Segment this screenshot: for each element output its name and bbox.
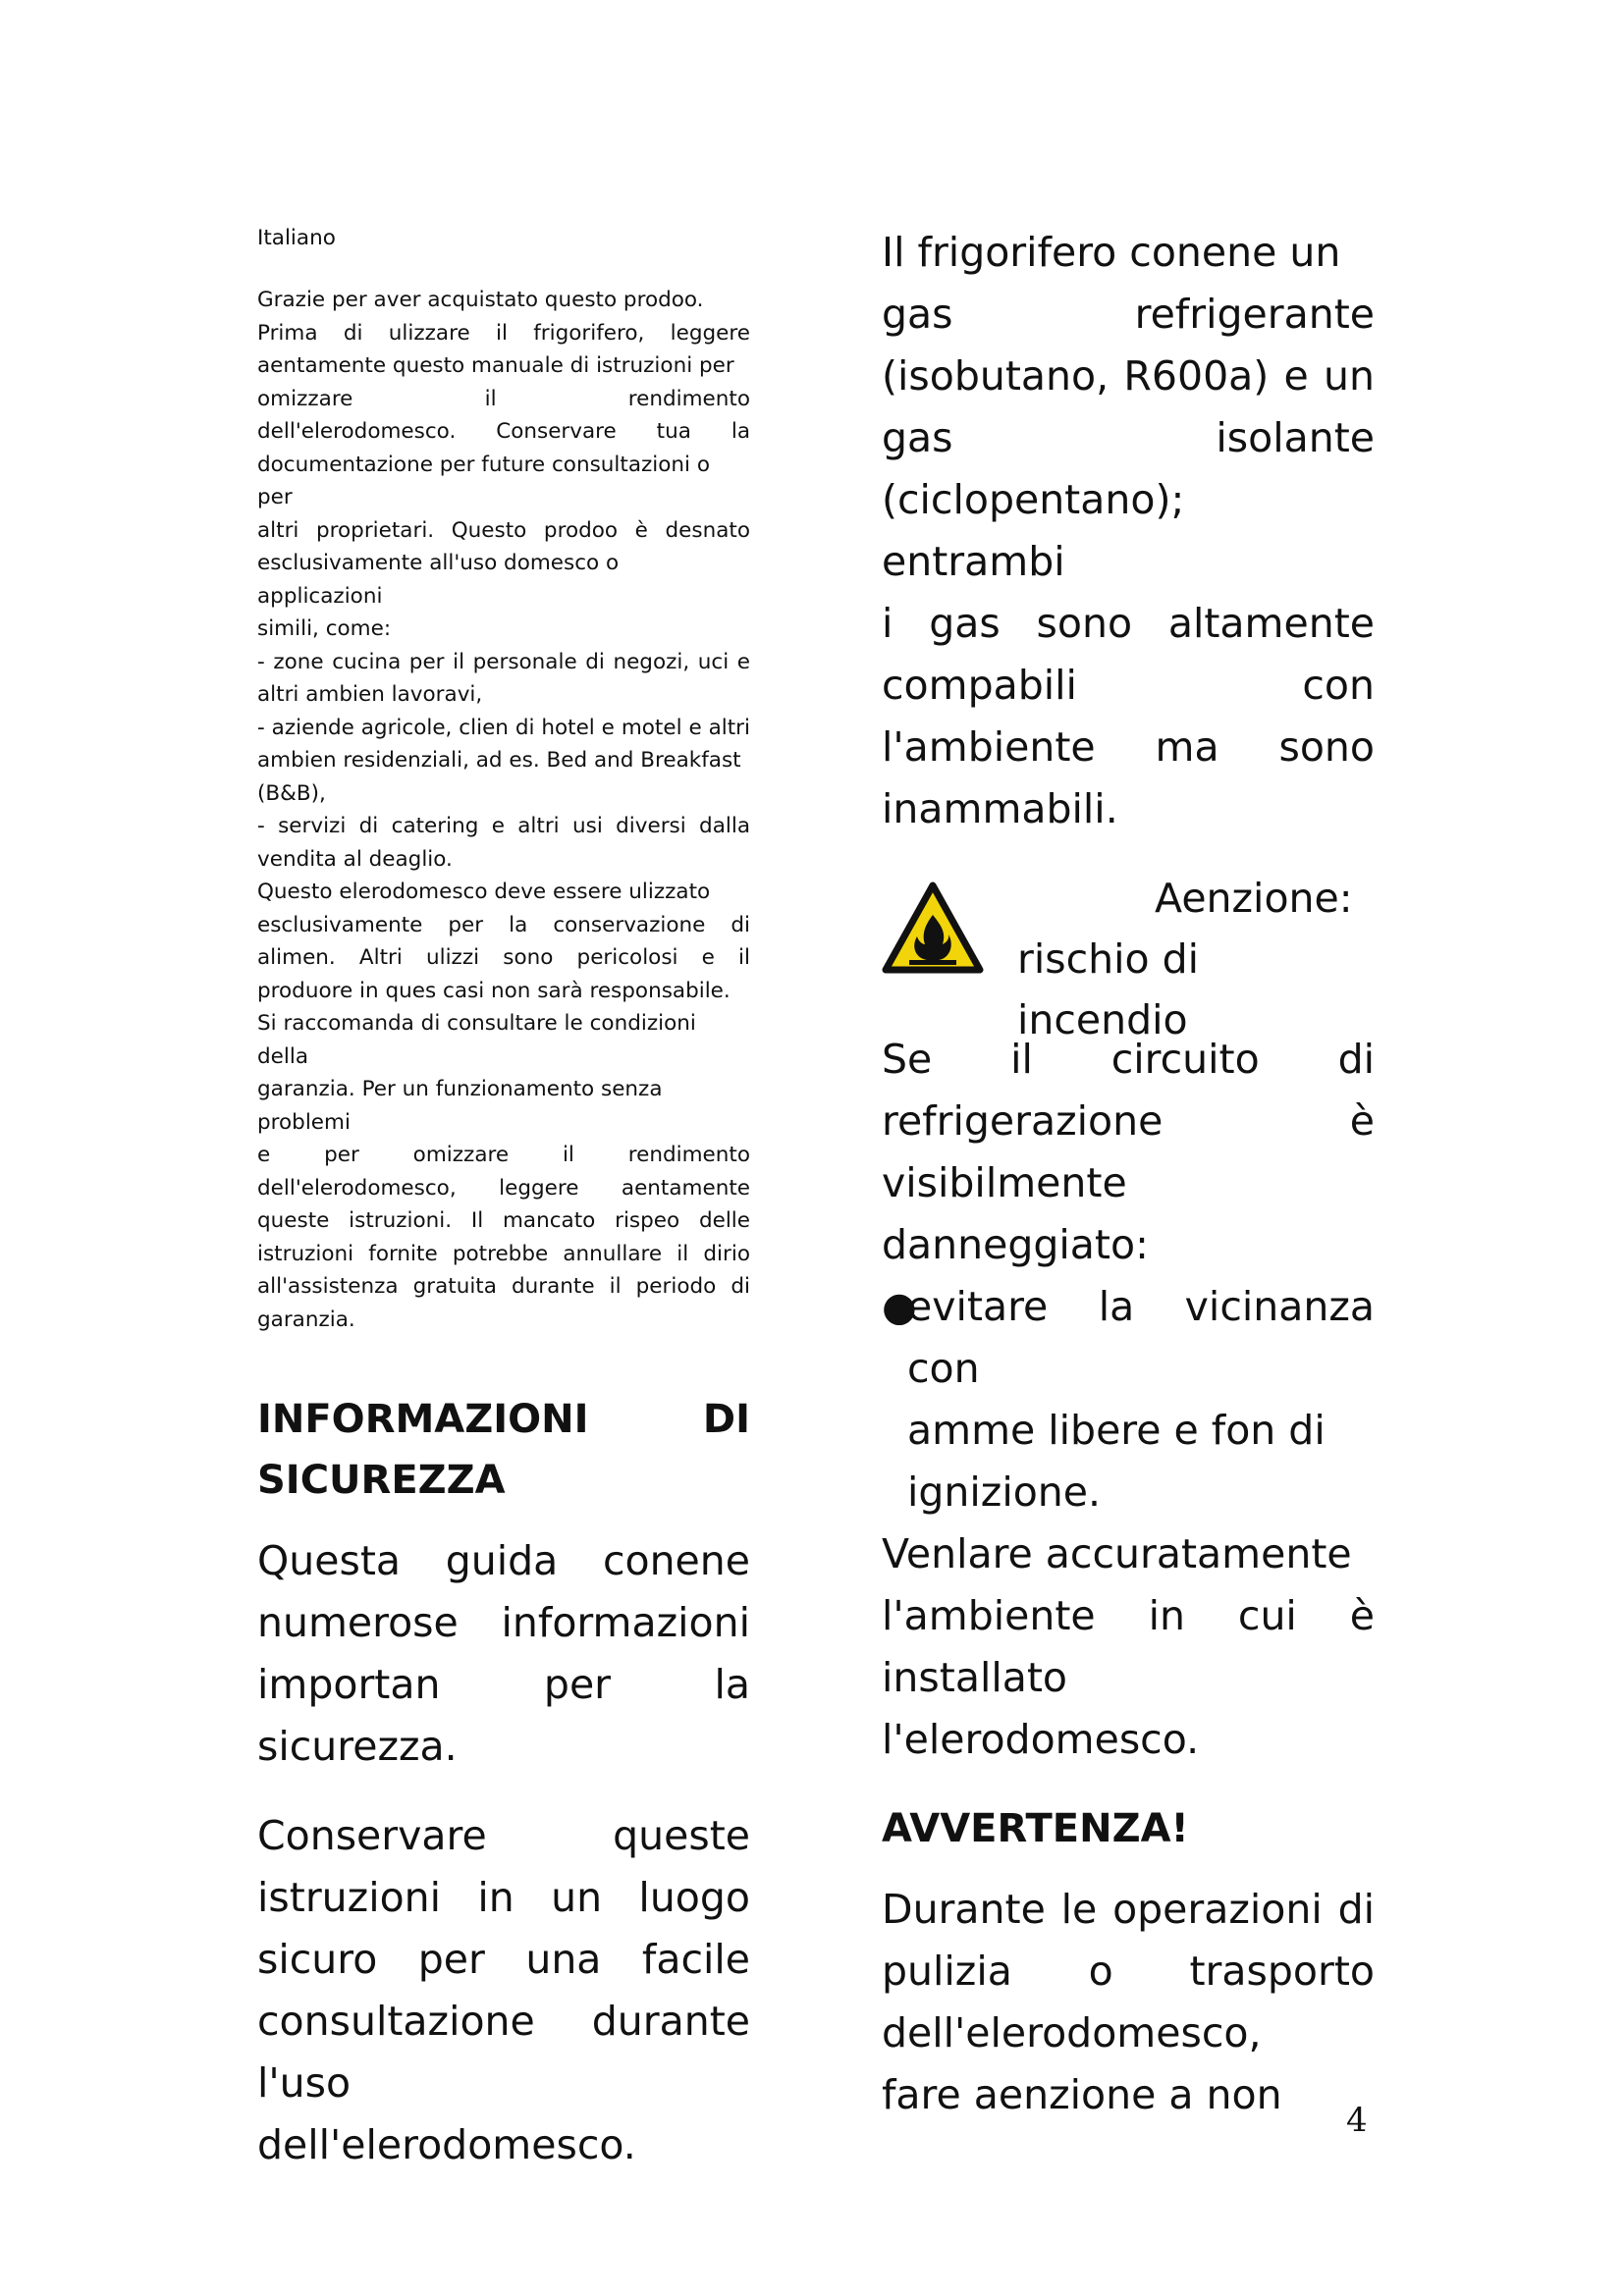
text-line: (B&B), — [257, 780, 326, 806]
text-line: Si raccomanda di consultare le condizioni della — [257, 1011, 696, 1069]
safety-heading — [257, 1389, 750, 1511]
ventilate-paragraph — [882, 1523, 1375, 1771]
text-line: l'elerodomesco. — [882, 1716, 1200, 1763]
text-line: refrigerazione è — [882, 1097, 1375, 1145]
text-line: - servizi di catering e altri usi diversi dalla — [257, 814, 750, 838]
text-line: l'uso — [257, 2059, 352, 2107]
text-line: garanzia. — [257, 1307, 355, 1332]
warning-subtitle: rischio di incendio — [1017, 935, 1200, 1043]
text-line: garanzia. Per un funzionamento senza problemi — [257, 1077, 663, 1135]
text-line: dell'elerodomesco, — [882, 2009, 1262, 2056]
text-line: Venlare accuratamente — [882, 1530, 1352, 1577]
text-line: Se il circuito di — [882, 1036, 1375, 1083]
text-line: Questa guida conene — [257, 1537, 750, 1584]
cleaning-paragraph — [882, 1879, 1375, 2126]
bullet-text — [907, 1276, 1375, 1523]
text-line: istruzioni in un luogo — [257, 1874, 750, 1921]
flammable-warning-icon — [882, 881, 984, 976]
text-line: Il frigorifero conene un — [882, 229, 1341, 276]
text-line: Questo elerodomesco deve essere ulizzato — [257, 880, 711, 904]
text-line: ambien residenziali, ad es. Bed and Breakfast — [257, 748, 741, 773]
text-line: - zone cucina per il personale di negozi, uci e — [257, 649, 750, 674]
refrigerant-paragraph — [882, 222, 1375, 840]
text-line: dell'elerodomesco. Conservare tua la — [257, 419, 750, 444]
text-line: alimen. Altri ulizzi sono pericolosi e il — [257, 945, 750, 970]
text-line: altri ambien lavoravi, — [257, 682, 483, 707]
text-line: sicurezza. — [257, 1723, 458, 1770]
text-line: dell'elerodomesco, leggere aentamente — [257, 1175, 750, 1201]
text-line: Grazie per aver acquistato questo prodoo. — [257, 288, 704, 312]
language-label: Italiano — [257, 226, 336, 250]
bullet-icon: ● — [882, 1283, 917, 1330]
left-column — [257, 222, 750, 2204]
guide-paragraph — [257, 1530, 750, 1778]
intro-paragraph — [257, 284, 750, 1336]
warning-title: Aenzione: — [1155, 875, 1353, 922]
text-line: simili, come: — [257, 616, 392, 641]
fire-warning — [882, 872, 1375, 1043]
text-line: i gas sono altamente — [882, 600, 1375, 647]
text-line: gas isolante — [882, 414, 1375, 461]
text-line: queste istruzioni. Il mancato rispeo delle — [257, 1208, 750, 1233]
bullet-item — [882, 1276, 1375, 1523]
text-line: (isobutano, R600a) e un — [882, 352, 1375, 400]
text-line: amme libere e fon di — [907, 1407, 1326, 1454]
text-line: evitare la vicinanza con — [907, 1283, 1375, 1392]
text-line: dell'elerodomesco. — [257, 2121, 636, 2168]
text-line: l'ambiente in cui è — [882, 1592, 1375, 1639]
text-line: omizzare il rendimento — [257, 386, 750, 411]
text-line: l'ambiente ma sono — [882, 723, 1375, 771]
text-line: compabili con — [882, 662, 1375, 709]
text-line: SICUREZZA — [257, 1458, 506, 1503]
text-line: consultazione durante — [257, 1998, 750, 2045]
text-line: visibilmente — [882, 1159, 1127, 1206]
text-line: aentamente questo manuale di istruzioni per — [257, 353, 734, 378]
text-line: (ciclopentano); entrambi — [882, 476, 1185, 585]
text-line: gas refrigerante — [882, 291, 1375, 338]
text-line: documentazione per future consultazioni o per — [257, 452, 710, 509]
text-line: e per omizzare il rendimento — [257, 1143, 750, 1167]
text-line: istruzioni fornite potrebbe annullare il dirio — [257, 1241, 750, 1266]
text-line: all'assistenza gratuita durante il periodo di — [257, 1274, 750, 1299]
text-line: danneggiato: — [882, 1221, 1149, 1268]
text-line: numerose informazioni — [257, 1599, 750, 1646]
text-line: fare aenzione a non — [882, 2071, 1282, 2118]
text-line: ignizione. — [907, 1468, 1102, 1516]
text-line: sicuro per una facile — [257, 1936, 750, 1983]
damaged-circuit-paragraph — [882, 1029, 1375, 1276]
text-line: Durante le operazioni di — [882, 1886, 1375, 1933]
text-line: esclusivamente per la conservazione di — [257, 912, 750, 937]
warning-heading: AVVERTENZA! — [882, 1806, 1189, 1851]
text-line: INFORMAZIONI DI — [257, 1397, 750, 1442]
text-line: altri proprietari. Questo prodoo è desnato — [257, 517, 750, 543]
text-line: installato — [882, 1654, 1068, 1701]
text-line: produore in ques casi non sarà responsabile. — [257, 978, 731, 1003]
text-line: pulizia o trasporto — [882, 1948, 1375, 1995]
text-line: Prima di ulizzare il frigorifero, leggere — [257, 320, 750, 346]
text-line: - aziende agricole, clien di hotel e motel e altri — [257, 715, 750, 740]
text-line: importan per la — [257, 1661, 750, 1708]
right-column — [882, 222, 1375, 2154]
page-number: 4 — [1346, 2101, 1368, 2140]
text-line: esclusivamente all'uso domesco o applicazioni — [257, 551, 620, 609]
text-line: inammabili. — [882, 785, 1118, 832]
keep-instructions-paragraph — [257, 1805, 750, 2176]
text-line: vendita al deaglio. — [257, 846, 453, 872]
text-line: Conservare queste — [257, 1812, 750, 1859]
